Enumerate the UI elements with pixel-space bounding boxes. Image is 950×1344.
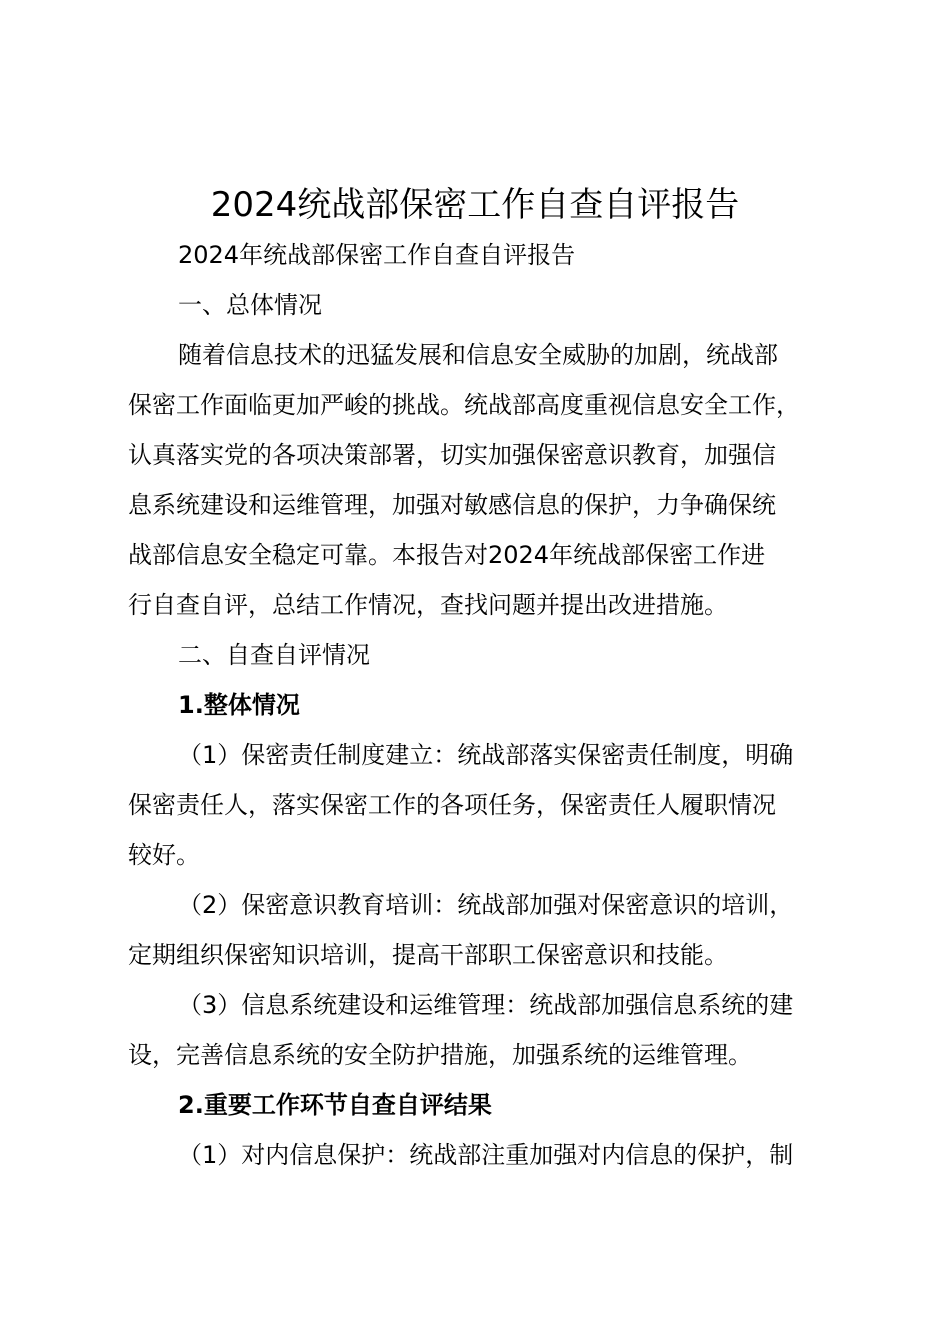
overview-paragraph-line: 息系统建设和运维管理，加强对敏感信息的保护，力争确保统 [128,491,776,519]
overview-paragraph-line: 行自查自评，总结工作情况，查找问题并提出改进措施。 [128,591,728,619]
overview-paragraph-line: 随着信息技术的迅猛发展和信息安全威胁的加剧，统战部 [178,341,778,369]
overview-paragraph-line: 保密工作面临更加严峻的挑战。统战部高度重视信息安全工作， [128,391,800,419]
overview-paragraph-line: 战部信息安全稳定可靠。本报告对2024年统战部保密工作进 [128,541,766,569]
document-title: 2024统战部保密工作自查自评报告 [210,185,740,225]
item-training-line: 定期组织保密知识培训，提高干部职工保密意识和技能。 [128,941,728,969]
item-systems-line: 设，完善信息系统的安全防护措施，加强系统的运维管理。 [128,1041,752,1069]
document-subtitle: 2024年统战部保密工作自查自评报告 [178,241,576,269]
item-systems-line: （3）信息系统建设和运维管理：统战部加强信息系统的建 [178,991,794,1019]
section-heading-overview: 一、总体情况 [178,291,322,319]
subheading-key-results: 2.重要工作环节自查自评结果 [178,1091,492,1119]
overview-paragraph-line: 认真落实党的各项决策部署，切实加强保密意识教育，加强信 [128,441,776,469]
item-internal-info-line: （1）对内信息保护：统战部注重加强对内信息的保护，制 [178,1141,794,1169]
subheading-overall: 1.整体情况 [178,691,300,719]
section-heading-self-assessment: 二、自查自评情况 [178,641,370,669]
item-responsibility-line: 保密责任人，落实保密工作的各项任务，保密责任人履职情况 [128,791,776,819]
item-responsibility-line: 较好。 [128,841,200,869]
item-responsibility-line: （1）保密责任制度建立：统战部落实保密责任制度，明确 [178,741,794,769]
item-training-line: （2）保密意识教育培训：统战部加强对保密意识的培训， [178,891,794,919]
